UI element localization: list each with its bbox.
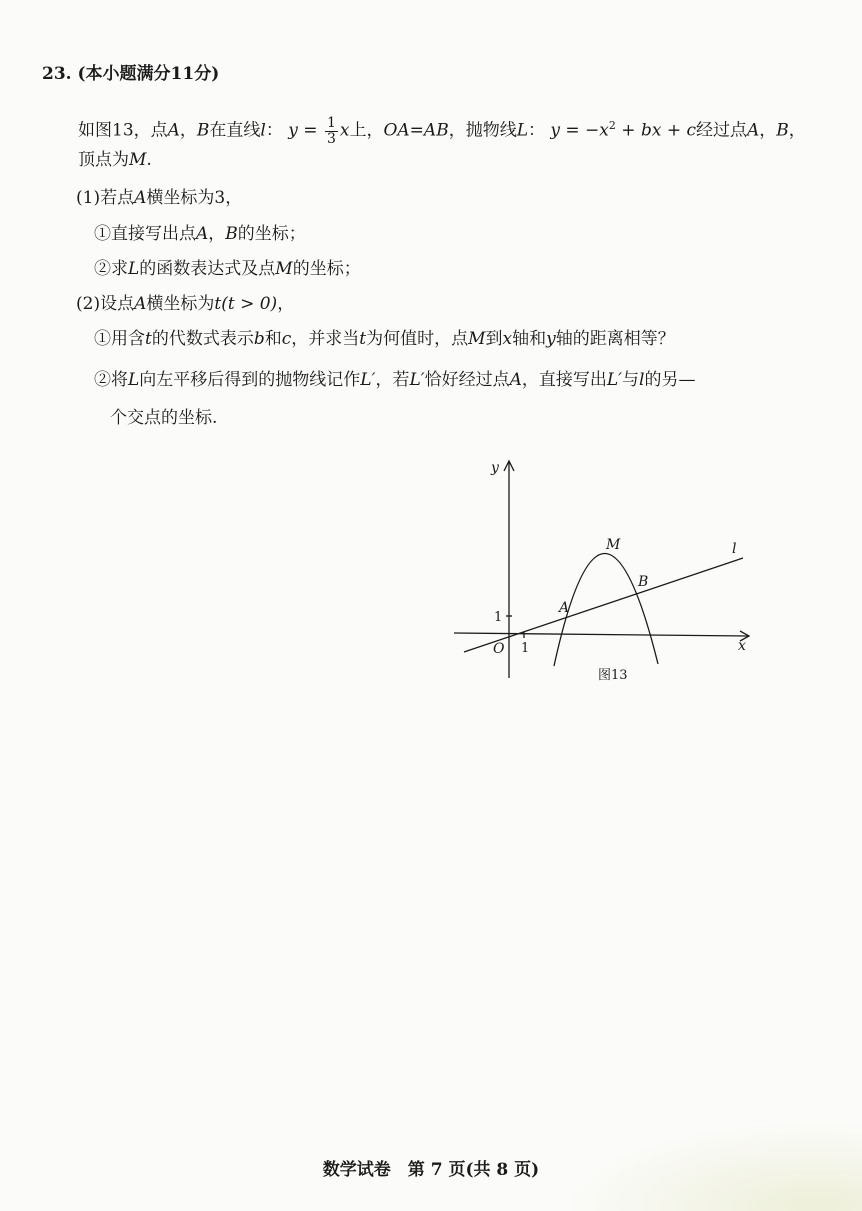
- label-tick-y-1: 1: [494, 610, 503, 625]
- parabola-l: L: [128, 370, 140, 390]
- part-text: 横坐标为: [146, 294, 215, 314]
- line-l: l: [639, 370, 645, 390]
- label-y-axis: y: [491, 460, 499, 476]
- label-x-axis: x: [738, 638, 746, 654]
- var-t: t: [145, 329, 152, 349]
- intro-text: ：: [528, 120, 545, 141]
- var-y: y: [288, 120, 298, 141]
- figure-13: [448, 452, 768, 692]
- intro-text: 在直线: [209, 120, 261, 141]
- var-x: x: [502, 329, 513, 349]
- paper-shading: [562, 1121, 862, 1211]
- part-text: 恰好经过点: [424, 370, 510, 390]
- fraction-numerator: 1: [326, 114, 336, 131]
- parabola-l-prime: L′: [409, 370, 425, 390]
- parabola-equation-start: y = −x: [550, 120, 609, 141]
- part-text: (1)若点: [76, 188, 135, 208]
- page-footer: 数学试卷 第 7 页(共 8 页): [322, 1160, 540, 1180]
- part-text: ，直接写出: [521, 370, 607, 390]
- part-1: [76, 186, 242, 210]
- part-text: 轴和: [512, 329, 547, 349]
- point-a: A: [747, 120, 760, 141]
- var-c: c: [281, 329, 292, 349]
- intro-text: ，: [759, 120, 777, 141]
- label-point-a: A: [559, 600, 570, 616]
- part-text: 的函数表达式及点: [139, 259, 276, 279]
- var-b: b: [253, 329, 265, 349]
- equals: =: [303, 120, 318, 141]
- point-b: B: [776, 120, 789, 141]
- label-point-b: B: [638, 574, 649, 590]
- vertex-m: M: [468, 329, 486, 349]
- part-text: ，: [277, 294, 295, 314]
- intro-text: 上，: [349, 120, 384, 141]
- label-origin: O: [493, 641, 505, 657]
- part-text: 的代数式表示: [151, 329, 254, 349]
- part-text: (2)设点: [76, 294, 135, 314]
- part-text: 向左平移后得到的抛物线记作: [139, 370, 361, 390]
- point-b: B: [225, 224, 238, 244]
- parabola-l-prime: L′: [360, 370, 376, 390]
- part-text: 的坐标；: [292, 259, 361, 279]
- vertex-m: M: [275, 259, 293, 279]
- point-a: A: [167, 120, 180, 141]
- part-2-i: [94, 327, 675, 351]
- exponent: 2: [608, 119, 616, 132]
- point-a: A: [509, 370, 522, 390]
- intro-text: ，抛物线: [448, 120, 517, 141]
- point-a: A: [134, 294, 147, 314]
- part-2-ii-continued: 个交点的坐标.: [110, 408, 218, 428]
- line-l: l: [260, 120, 266, 141]
- part-text: 到: [485, 329, 503, 349]
- part-text: ，并求当: [291, 329, 360, 349]
- intro-text: ，: [179, 120, 197, 141]
- var-t: t: [214, 294, 222, 314]
- fraction-denominator: 3: [326, 130, 336, 147]
- segment-oa: OA: [383, 120, 410, 141]
- parabola-l: L: [128, 259, 140, 279]
- question-intro-line-1: [78, 114, 806, 147]
- part-text: 轴的距离相等？: [555, 329, 675, 349]
- vertex-m: M: [129, 150, 147, 170]
- part-text: ①用含: [94, 329, 145, 349]
- label-tick-x-1: 1: [521, 641, 530, 656]
- part-1-i: [94, 222, 306, 246]
- var-y: y: [546, 329, 556, 349]
- point-b: B: [196, 120, 210, 141]
- var-x: x: [339, 120, 350, 141]
- part-text: 为何值时，点: [366, 329, 469, 349]
- part-text: 的坐标；: [237, 224, 306, 244]
- intro-text: 如图13，点: [78, 120, 168, 141]
- part-text: ②将: [94, 370, 128, 390]
- part-text: ，: [208, 224, 226, 244]
- intro-text: 经过点: [696, 120, 748, 141]
- parabola-l-graph: [554, 553, 658, 666]
- part-text: ，若: [375, 370, 410, 390]
- part-text: ②求: [94, 259, 128, 279]
- part-text: 和: [264, 329, 282, 349]
- label-vertex-m: M: [606, 537, 621, 553]
- part-1-ii: [94, 257, 361, 281]
- parabola-l: L: [516, 120, 528, 141]
- question-intro-line-2: [78, 148, 152, 172]
- parabola-equation-end: + bx + c: [615, 120, 697, 141]
- part-2: [76, 292, 294, 316]
- intro-text: ，: [788, 120, 806, 141]
- part-text: 的另—: [644, 370, 696, 390]
- question-header: 23. (本小题满分11分): [42, 64, 220, 84]
- point-a: A: [196, 224, 209, 244]
- segment-ab: AB: [423, 120, 449, 141]
- var-t: t: [359, 329, 367, 349]
- intro-text: 顶点为: [78, 150, 129, 170]
- equals: =: [409, 120, 424, 141]
- intro-text: .: [146, 150, 152, 170]
- t-condition: (t > 0): [221, 294, 278, 314]
- x-axis: [454, 633, 748, 636]
- label-line-l: l: [732, 541, 737, 557]
- part-text: ①直接写出点: [94, 224, 196, 244]
- line-l-graph: [464, 558, 743, 652]
- part-2-ii: [94, 368, 695, 392]
- part-text: 横坐标为3，: [146, 188, 243, 208]
- fraction-one-third: [325, 116, 338, 147]
- parabola-l-prime: L′: [606, 370, 623, 390]
- intro-text: ：: [265, 120, 283, 141]
- part-text: 与: [622, 370, 640, 390]
- point-a: A: [134, 188, 147, 208]
- figure-caption: 图13: [598, 668, 628, 683]
